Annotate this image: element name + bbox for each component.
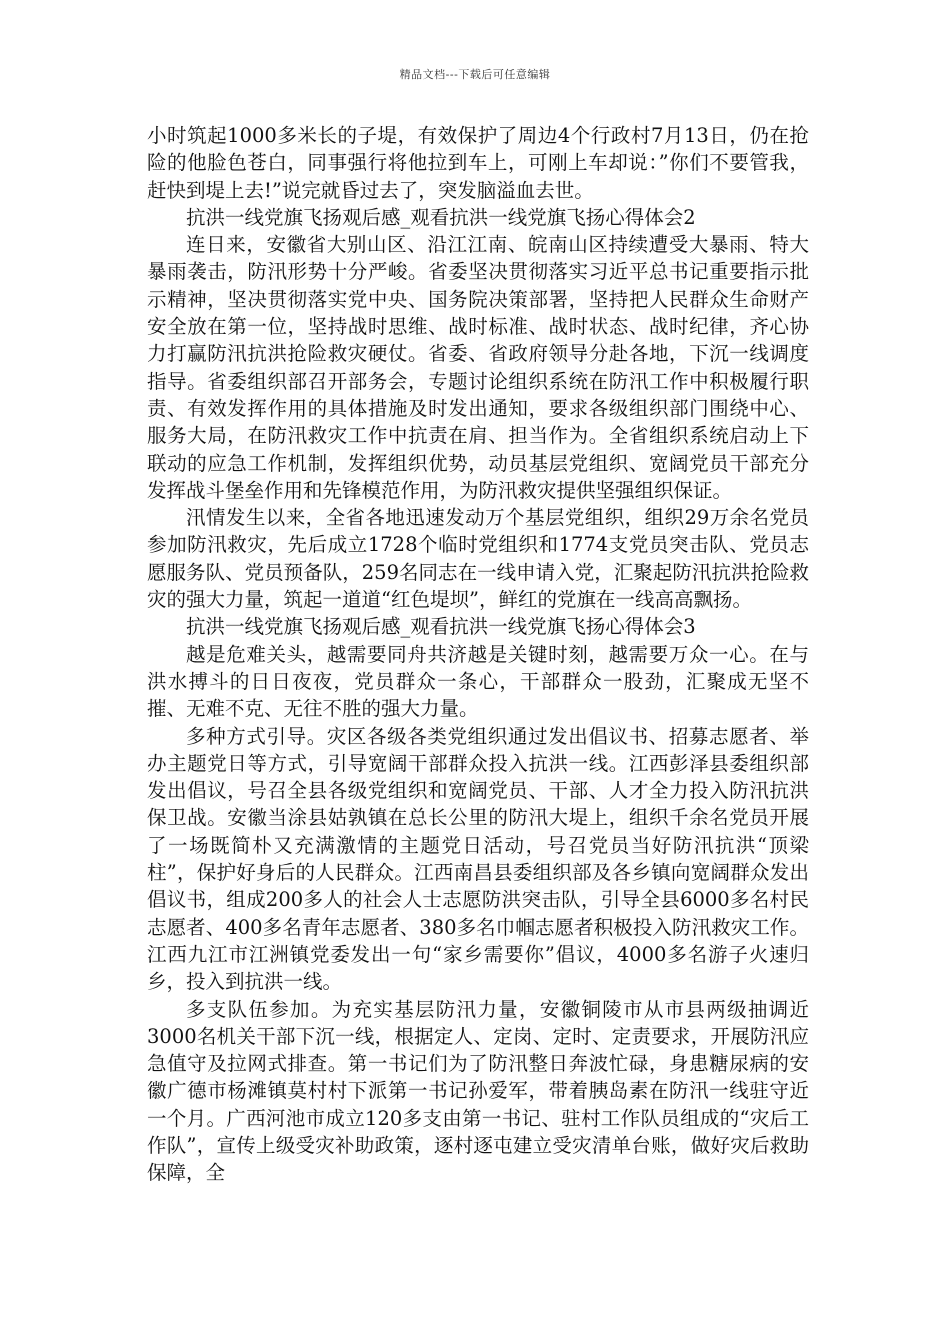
- paragraph: 连日来，安徽省大别山区、沿江江南、皖南山区持续遭受大暴雨、特大暴雨袭击，防汛形势十分严峻。省委坚决贯彻落实习近平总书记重要指示批示精神，坚决贯彻落实党中央、国务院决策部署，坚持把人民群众生命财产安全放在第一位，坚持战时思维、战时标准、战时状态、战时纪律，齐心协力打赢防汛抗洪抢险救灾硬仗。省委、省政府领导分赴各地，下沉一线调度指导。省委组织部召开部务会，专题讨论组织系统在防汛工作中积极履行职责、有效发挥作用的具体措施及时发出通知，要求各级组织部门围绕中心、服务大局，在防汛救灾工作中抗责在肩、担当作为。全省组织系统启动上下联动的应急工作机制，发挥组织优势，动员基层党组织、宽阔党员干部充分发挥战斗堡垒作用和先锋模范作用，为防汛救灾提供坚强组织保证。: [147, 233, 809, 502]
- section-heading: 抗洪一线党旗飞扬观后感_观看抗洪一线党旗飞扬心得体会2: [186, 205, 696, 229]
- document-body: [147, 122, 809, 1187]
- paragraph: 多支队伍参加。为充实基层防汛力量，安徽铜陵市从市县两级抽调近3000名机关干部下沉一线，根据定人、定岗、定时、定责要求，开展防汛应急值守及拉网式排查。第一书记们为了防汛整日奔波忙碌，身患糖尿病的安徽广德市杨滩镇莫村村下派第一书记孙爱军，带着胰岛素在防汛一线驻守近一个月。广西河池市成立120多支由第一书记、驻村工作队员组成的“灾后工作队”，宣传上级受灾补助政策，逐村逐屯建立受灾清单台账，做好灾后救助保障，全: [147, 997, 809, 1185]
- paragraph: 汛情发生以来，全省各地迅速发动万个基层党组织，组织29万余名党员参加防汛救灾，先后成立1728个临时党组织和1774支党员突击队、党员志愿服务队、党员预备队，259名同志在一线申请入党，汇聚起防汛抗洪抢险救灾的强大力量，筑起一道道“红色堤坝”，鲜红的党旗在一线高高飘扬。: [147, 506, 809, 612]
- section-heading: 抗洪一线党旗飞扬观后感_观看抗洪一线党旗飞扬心得体会3: [186, 615, 696, 639]
- page-header: 精品文档---下载后可任意编辑: [399, 68, 551, 81]
- paragraph-continuation: 小时筑起1000多米长的子堤，有效保护了周边4个行政村7月13日，仍在抢险的他脸色苍白，同事强行将他拉到车上，可刚上车却说：”你们不要管我，赶快到堤上去!”说完就昏过去了，突发脑溢血去世。: [147, 124, 809, 202]
- paragraph: 多种方式引导。灾区各级各类党组织通过发出倡议书、招募志愿者、举办主题党日等方式，引导宽阔干部群众投入抗洪一线。江西彭泽县委组织部发出倡议，号召全县各级党组织和宽阔党员、干部、人才全力投入防汛抗洪保卫战。安徽当涂县姑孰镇在总长公里的防汛大堤上，组织千余名党员开展了一场既简朴又充满激情的主题党日活动，号召党员当好防汛抗洪“顶梁柱”，保护好身后的人民群众。江西南昌县委组织部及各乡镇向宽阔群众发出倡议书，组成200多人的社会人士志愿防洪突击队，引导全县6000多名村民志愿者、400多名青年志愿者、380多名巾帼志愿者积极投入防汛救灾工作。江西九江市江洲镇党委发出一句“家乡需要你”倡议，4000多名游子火速归乡，投入到抗洪一线。: [147, 724, 809, 994]
- paragraph: 越是危难关头，越需要同舟共济越是关键时刻，越需要万众一心。在与洪水搏斗的日日夜夜，党员群众一条心，干部群众一股劲，汇聚成无坚不摧、无难不克、无往不胜的强大力量。: [147, 642, 809, 721]
